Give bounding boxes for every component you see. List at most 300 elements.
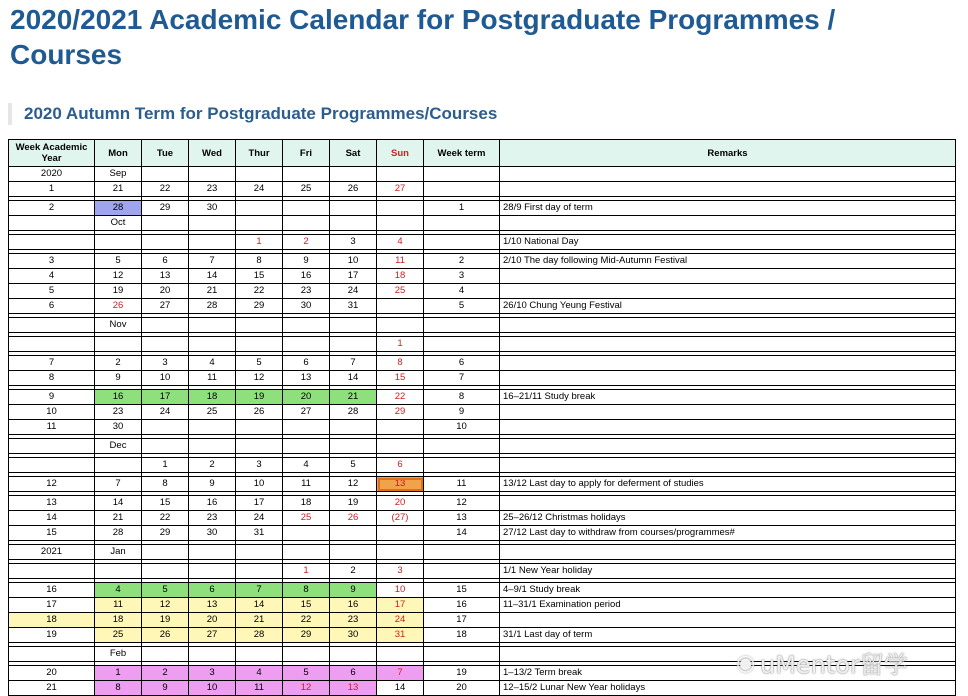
cell-mon	[95, 235, 142, 250]
cell-mon: 23	[95, 405, 142, 420]
cell-wed: 4	[189, 356, 236, 371]
cell-week-term: 20	[424, 681, 500, 696]
cell-sun	[377, 545, 424, 560]
cell-week-term	[424, 458, 500, 473]
cell-sun: 15	[377, 371, 424, 386]
cell-mon: Sep	[95, 167, 142, 182]
cell-wed	[189, 647, 236, 662]
calendar-row	[9, 496, 956, 511]
cell-remarks	[500, 613, 956, 628]
calendar-row	[9, 439, 956, 454]
cell-fri	[283, 647, 330, 662]
cell-tue	[142, 318, 189, 333]
cell-week-term: 15	[424, 583, 500, 598]
cell-thur: 10	[236, 477, 283, 492]
cell-fri	[283, 420, 330, 435]
cell-week-term	[424, 318, 500, 333]
cell-remarks	[500, 356, 956, 371]
cell-sun: (27)	[377, 511, 424, 526]
cell-sat	[330, 318, 377, 333]
cell-tue: 22	[142, 511, 189, 526]
calendar-row	[9, 526, 956, 541]
cell-week-academic-year: 3	[9, 254, 95, 269]
cell-remarks	[500, 405, 956, 420]
cell-thur: 12	[236, 371, 283, 386]
cell-remarks: 28/9 First day of term	[500, 201, 956, 216]
cell-remarks	[500, 167, 956, 182]
cell-week-term	[424, 337, 500, 352]
cell-sun: 3	[377, 564, 424, 579]
cell-fri: 25	[283, 511, 330, 526]
cell-tue	[142, 647, 189, 662]
cell-tue: 20	[142, 284, 189, 299]
cell-sat: 12	[330, 477, 377, 492]
calendar-row	[9, 356, 956, 371]
cell-thur: 15	[236, 269, 283, 284]
cell-thur: 14	[236, 598, 283, 613]
cell-thur	[236, 439, 283, 454]
cell-thur	[236, 167, 283, 182]
cell-wed	[189, 167, 236, 182]
header-week-academic-year: Week Academic Year	[9, 140, 95, 167]
cell-remarks	[500, 318, 956, 333]
cell-thur	[236, 216, 283, 231]
cell-fri: 13	[283, 371, 330, 386]
cell-tue: 10	[142, 371, 189, 386]
cell-sun: 25	[377, 284, 424, 299]
cell-thur: 21	[236, 613, 283, 628]
cell-tue	[142, 235, 189, 250]
cell-sat	[330, 201, 377, 216]
cell-sun	[377, 167, 424, 182]
cell-week-term: 16	[424, 598, 500, 613]
cell-mon: 25	[95, 628, 142, 643]
cell-thur	[236, 647, 283, 662]
cell-fri: 11	[283, 477, 330, 492]
cell-fri	[283, 167, 330, 182]
cell-week-academic-year: 19	[9, 628, 95, 643]
cell-wed: 18	[189, 390, 236, 405]
cell-mon: 30	[95, 420, 142, 435]
cell-sat: 30	[330, 628, 377, 643]
cell-sat: 19	[330, 496, 377, 511]
cell-sun: 17	[377, 598, 424, 613]
cell-mon: 4	[95, 583, 142, 598]
cell-sat: 14	[330, 371, 377, 386]
cell-thur: 5	[236, 356, 283, 371]
cell-tue: 29	[142, 526, 189, 541]
cell-wed: 21	[189, 284, 236, 299]
cell-wed: 27	[189, 628, 236, 643]
cell-week-academic-year: 6	[9, 299, 95, 314]
calendar-row	[9, 235, 956, 250]
cell-tue: 22	[142, 182, 189, 197]
calendar-body	[9, 167, 956, 696]
cell-week-academic-year: 17	[9, 598, 95, 613]
cell-sun: 11	[377, 254, 424, 269]
cell-sat: 31	[330, 299, 377, 314]
cell-sat	[330, 647, 377, 662]
calendar-row	[9, 613, 956, 628]
cell-week-term: 12	[424, 496, 500, 511]
cell-fri: 9	[283, 254, 330, 269]
cell-fri: 25	[283, 182, 330, 197]
cell-remarks	[500, 284, 956, 299]
cell-fri: 4	[283, 458, 330, 473]
cell-tue: 27	[142, 299, 189, 314]
cell-fri: 1	[283, 564, 330, 579]
calendar-row	[9, 564, 956, 579]
cell-week-term	[424, 564, 500, 579]
cell-wed: 16	[189, 496, 236, 511]
cell-thur: 7	[236, 583, 283, 598]
cell-sat: 16	[330, 598, 377, 613]
cell-thur: 28	[236, 628, 283, 643]
cell-thur: 11	[236, 681, 283, 696]
cell-sat	[330, 167, 377, 182]
calendar-row	[9, 458, 956, 473]
cell-wed: 23	[189, 182, 236, 197]
cell-sat: 24	[330, 284, 377, 299]
cell-week-term	[424, 167, 500, 182]
calendar-row	[9, 371, 956, 386]
cell-remarks: 13/12 Last day to apply for deferment of studies	[500, 477, 956, 492]
cell-sat	[330, 420, 377, 435]
cell-sun: 6	[377, 458, 424, 473]
cell-remarks: 1–13/2 Term break	[500, 666, 956, 681]
cell-sun: 1	[377, 337, 424, 352]
cell-week-term: 19	[424, 666, 500, 681]
cell-mon: 2	[95, 356, 142, 371]
cell-thur: 4	[236, 666, 283, 681]
cell-sat: 26	[330, 182, 377, 197]
cell-wed	[189, 420, 236, 435]
calendar-row	[9, 318, 956, 333]
cell-week-academic-year: 2020	[9, 167, 95, 182]
cell-week-academic-year	[9, 458, 95, 473]
cell-sun: 27	[377, 182, 424, 197]
cell-week-academic-year	[9, 647, 95, 662]
header-fri: Fri	[283, 140, 330, 167]
calendar-row	[9, 598, 956, 613]
cell-sun: 24	[377, 613, 424, 628]
cell-mon: 21	[95, 182, 142, 197]
cell-week-academic-year: 10	[9, 405, 95, 420]
cell-sat: 21	[330, 390, 377, 405]
cell-mon: 7	[95, 477, 142, 492]
cell-week-academic-year: 18	[9, 613, 95, 628]
cell-tue: 12	[142, 598, 189, 613]
calendar-row	[9, 182, 956, 197]
cell-sat: 2	[330, 564, 377, 579]
calendar-row	[9, 254, 956, 269]
cell-sun	[377, 526, 424, 541]
cell-week-term	[424, 182, 500, 197]
cell-week-term: 7	[424, 371, 500, 386]
cell-tue	[142, 564, 189, 579]
cell-sat	[330, 337, 377, 352]
cell-mon: 14	[95, 496, 142, 511]
cell-mon	[95, 564, 142, 579]
cell-remarks	[500, 439, 956, 454]
cell-thur: 29	[236, 299, 283, 314]
cell-sat: 28	[330, 405, 377, 420]
cell-sat: 10	[330, 254, 377, 269]
cell-sun	[377, 299, 424, 314]
cell-wed: 9	[189, 477, 236, 492]
cell-sat	[330, 439, 377, 454]
cell-fri: 29	[283, 628, 330, 643]
cell-fri	[283, 337, 330, 352]
cell-thur	[236, 564, 283, 579]
cell-week-term: 3	[424, 269, 500, 284]
cell-week-term: 8	[424, 390, 500, 405]
cell-remarks	[500, 337, 956, 352]
cell-mon: 11	[95, 598, 142, 613]
cell-fri: 6	[283, 356, 330, 371]
cell-thur: 17	[236, 496, 283, 511]
cell-sat: 6	[330, 666, 377, 681]
cell-sat: 17	[330, 269, 377, 284]
cell-sat: 23	[330, 613, 377, 628]
header-week-term: Week term	[424, 140, 500, 167]
cell-week-term: 18	[424, 628, 500, 643]
cell-week-term: 17	[424, 613, 500, 628]
cell-remarks: 27/12 Last day to withdraw from courses/programmes#	[500, 526, 956, 541]
cell-sun: 20	[377, 496, 424, 511]
cell-wed: 10	[189, 681, 236, 696]
calendar-row	[9, 216, 956, 231]
cell-sat: 7	[330, 356, 377, 371]
cell-sun: 14	[377, 681, 424, 696]
cell-tue: 6	[142, 254, 189, 269]
cell-fri: 8	[283, 583, 330, 598]
cell-thur: 24	[236, 182, 283, 197]
cell-week-term: 11	[424, 477, 500, 492]
cell-sun	[377, 420, 424, 435]
calendar-row	[9, 269, 956, 284]
cell-wed	[189, 439, 236, 454]
cell-mon: 5	[95, 254, 142, 269]
cell-week-academic-year: 2	[9, 201, 95, 216]
calendar-row	[9, 284, 956, 299]
cell-remarks	[500, 182, 956, 197]
cell-fri	[283, 318, 330, 333]
academic-calendar-table	[8, 139, 956, 696]
cell-mon: 18	[95, 613, 142, 628]
cell-remarks	[500, 216, 956, 231]
cell-sat	[330, 526, 377, 541]
cell-week-term: 2	[424, 254, 500, 269]
cell-thur: 1	[236, 235, 283, 250]
cell-wed: 3	[189, 666, 236, 681]
cell-mon: Jan	[95, 545, 142, 560]
cell-week-term: 14	[424, 526, 500, 541]
cell-sun: 13	[377, 477, 424, 492]
cell-wed: 11	[189, 371, 236, 386]
cell-thur	[236, 337, 283, 352]
cell-fri: 22	[283, 613, 330, 628]
cell-remarks	[500, 420, 956, 435]
cell-fri	[283, 526, 330, 541]
cell-week-academic-year: 16	[9, 583, 95, 598]
calendar-row	[9, 511, 956, 526]
cell-thur: 26	[236, 405, 283, 420]
cell-sun: 29	[377, 405, 424, 420]
section-subtitle: 2020 Autumn Term for Postgraduate Programmes/Courses	[8, 103, 497, 125]
cell-wed	[189, 564, 236, 579]
cell-mon: 1	[95, 666, 142, 681]
cell-mon: 12	[95, 269, 142, 284]
cell-tue: 2	[142, 666, 189, 681]
cell-wed: 30	[189, 201, 236, 216]
cell-mon	[95, 458, 142, 473]
cell-remarks: 31/1 Last day of term	[500, 628, 956, 643]
cell-sat	[330, 216, 377, 231]
cell-remarks: 1/10 National Day	[500, 235, 956, 250]
cell-sun: 22	[377, 390, 424, 405]
cell-week-academic-year: 8	[9, 371, 95, 386]
cell-week-academic-year: 11	[9, 420, 95, 435]
cell-sun	[377, 216, 424, 231]
cell-week-academic-year: 9	[9, 390, 95, 405]
cell-fri: 20	[283, 390, 330, 405]
cell-mon: 21	[95, 511, 142, 526]
header-wed: Wed	[189, 140, 236, 167]
cell-mon: 9	[95, 371, 142, 386]
cell-mon: Feb	[95, 647, 142, 662]
cell-tue	[142, 545, 189, 560]
cell-week-term	[424, 545, 500, 560]
cell-thur: 24	[236, 511, 283, 526]
cell-remarks: 4–9/1 Study break	[500, 583, 956, 598]
cell-remarks: 16–21/11 Study break	[500, 390, 956, 405]
cell-sat: 5	[330, 458, 377, 473]
cell-week-academic-year: 12	[9, 477, 95, 492]
cell-remarks: 25–26/12 Christmas holidays	[500, 511, 956, 526]
cell-tue: 1	[142, 458, 189, 473]
cell-mon	[95, 337, 142, 352]
cell-mon: 16	[95, 390, 142, 405]
cell-week-academic-year: 15	[9, 526, 95, 541]
cell-wed: 6	[189, 583, 236, 598]
cell-sat: 26	[330, 511, 377, 526]
cell-mon: Dec	[95, 439, 142, 454]
cell-wed: 14	[189, 269, 236, 284]
cell-week-term	[424, 235, 500, 250]
cell-week-term	[424, 439, 500, 454]
cell-thur: 8	[236, 254, 283, 269]
cell-remarks: 26/10 Chung Yeung Festival	[500, 299, 956, 314]
cell-thur	[236, 545, 283, 560]
cell-sun: 31	[377, 628, 424, 643]
cell-tue: 26	[142, 628, 189, 643]
cell-thur	[236, 201, 283, 216]
cell-tue	[142, 439, 189, 454]
cell-tue: 9	[142, 681, 189, 696]
header-tue: Tue	[142, 140, 189, 167]
cell-thur: 3	[236, 458, 283, 473]
cell-fri	[283, 545, 330, 560]
cell-fri: 2	[283, 235, 330, 250]
cell-wed: 2	[189, 458, 236, 473]
cell-fri	[283, 216, 330, 231]
cell-mon: 19	[95, 284, 142, 299]
calendar-row	[9, 405, 956, 420]
cell-week-academic-year	[9, 564, 95, 579]
weibo-icon: ◉	[736, 650, 756, 675]
calendar-row	[9, 628, 956, 643]
calendar-row	[9, 299, 956, 314]
cell-thur	[236, 318, 283, 333]
cell-week-term: 10	[424, 420, 500, 435]
cell-tue: 3	[142, 356, 189, 371]
cell-remarks	[500, 496, 956, 511]
cell-tue: 19	[142, 613, 189, 628]
cell-remarks	[500, 545, 956, 560]
cell-sun	[377, 201, 424, 216]
cell-sun	[377, 318, 424, 333]
cell-wed: 7	[189, 254, 236, 269]
cell-week-academic-year: 20	[9, 666, 95, 681]
header-sun: Sun	[377, 140, 424, 167]
cell-week-academic-year	[9, 318, 95, 333]
cell-sat	[330, 545, 377, 560]
cell-tue: 15	[142, 496, 189, 511]
header-mon: Mon	[95, 140, 142, 167]
cell-tue: 17	[142, 390, 189, 405]
cell-fri	[283, 439, 330, 454]
cell-fri: 16	[283, 269, 330, 284]
cell-fri: 5	[283, 666, 330, 681]
cell-mon: 8	[95, 681, 142, 696]
cell-thur	[236, 420, 283, 435]
cell-week-academic-year: 5	[9, 284, 95, 299]
cell-remarks	[500, 458, 956, 473]
cell-sat: 13	[330, 681, 377, 696]
calendar-row	[9, 201, 956, 216]
cell-wed: 23	[189, 511, 236, 526]
header-remarks: Remarks	[500, 140, 956, 167]
calendar-row	[9, 583, 956, 598]
cell-sat: 9	[330, 583, 377, 598]
cell-tue	[142, 167, 189, 182]
cell-week-term: 4	[424, 284, 500, 299]
cell-tue: 13	[142, 269, 189, 284]
cell-sun: 4	[377, 235, 424, 250]
cell-wed: 25	[189, 405, 236, 420]
cell-sun: 10	[377, 583, 424, 598]
cell-fri: 18	[283, 496, 330, 511]
calendar-row	[9, 545, 956, 560]
cell-wed: 30	[189, 526, 236, 541]
cell-wed	[189, 318, 236, 333]
cell-tue: 8	[142, 477, 189, 492]
cell-week-academic-year	[9, 439, 95, 454]
cell-fri: 12	[283, 681, 330, 696]
cell-tue	[142, 337, 189, 352]
cell-week-academic-year: 7	[9, 356, 95, 371]
page-title: 2020/2021 Academic Calendar for Postgraduate Programmes / Courses	[10, 4, 836, 70]
calendar-row	[9, 420, 956, 435]
cell-fri: 30	[283, 299, 330, 314]
cell-mon: 28	[95, 526, 142, 541]
cell-week-academic-year: 21	[9, 681, 95, 696]
watermark: uMentor留学	[760, 651, 908, 679]
cell-week-term: 5	[424, 299, 500, 314]
cell-week-academic-year: 1	[9, 182, 95, 197]
cell-week-term: 6	[424, 356, 500, 371]
